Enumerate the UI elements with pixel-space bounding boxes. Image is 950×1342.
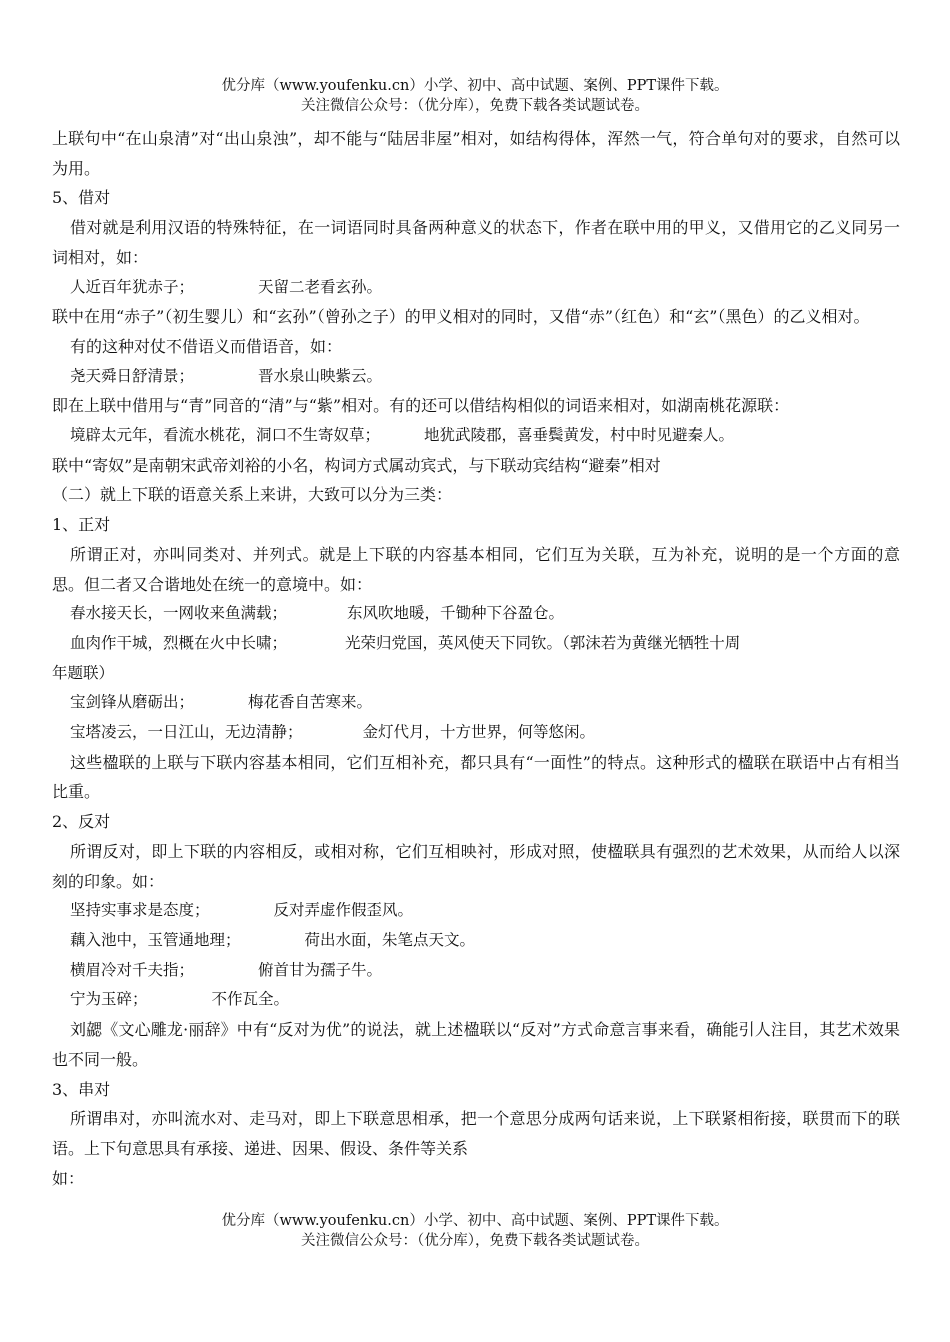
- couplet-second-line: 晋水泉山映紫云。: [258, 366, 383, 385]
- couplet: [52, 629, 900, 659]
- footer-line-1: 优分库（www.youfenku.cn）小学、初中、高中试题、案例、PPT课件下载。: [221, 1213, 729, 1229]
- paragraph: 联中在用“赤子”（初生婴儿）和“玄孙”（曾孙之子）的甲义相对的同时，又借“赤”（红色）和“玄”（黑色）的乙义相对。: [52, 307, 870, 327]
- couplet-first-line: 人近百年犹赤子；: [70, 277, 195, 296]
- couplet-second-line: 地犹武陵郡，喜垂鬓黄发，村中时见避秦人。: [424, 426, 735, 445]
- paragraph: 如：: [52, 1168, 85, 1188]
- couplet-first-line: 血肉作干城，烈概在火中长啸；: [70, 633, 288, 652]
- paragraph: 即在上联中借用与“青”同音的“清”与“紫”相对。有的还可以借结构相似的词语来相对，如湖南桃花源联：: [52, 396, 790, 416]
- couplet-continuation: [52, 659, 900, 689]
- couplet-second-line: 金灯代月，十方世界，何等悠闲。: [362, 723, 596, 742]
- section-heading-5: 5、借对: [52, 188, 111, 208]
- couplet: [52, 956, 900, 986]
- couplet-second-line: 天留二老看玄孙。: [258, 277, 383, 296]
- document-body: [52, 124, 900, 1193]
- section-heading-1: 1、正对: [52, 515, 111, 535]
- couplet-second-line: 反对弄虚作假歪风。: [273, 901, 414, 920]
- header-line-2: 关注微信公众号：（优分库），免费下载各类试题试卷。: [301, 98, 649, 114]
- section-heading-2: 2、反对: [52, 812, 111, 832]
- paragraph: 借对就是利用汉语的特殊特征，在一词语同时具备两种意义的状态下，作者在联中用的甲义，又借用它的乙义同另一词相对，如：: [52, 218, 900, 267]
- paragraph: 上联句中“在山泉清”对“出山泉浊”，却不能与“陆居非屋”相对，如结构得体，浑然一气，符合单句对的要求，自然可以为用。: [52, 129, 900, 178]
- couplet-first-line: 尧天舜日舒清景；: [70, 366, 195, 385]
- couplet-second-line: 俯首甘为孺子牛。: [258, 960, 383, 979]
- paragraph: （二）就上下联的语意关系上来讲，大致可以分为三类：: [52, 485, 453, 505]
- paragraph: 所谓串对，亦叫流水对、走马对，即上下联意思相承，把一个意思分成两句话来说，上下联紧相衔接，联贯而下的联语。上下句意思具有承接、递进、因果、假设、条件等关系: [52, 1109, 900, 1158]
- couplet: [52, 362, 900, 392]
- couplet: [52, 273, 900, 303]
- couplet: [52, 896, 900, 926]
- couplet-second-line: 梅花香自苦寒来。: [248, 693, 373, 712]
- couplet-first-line: 藕入池中，玉管通地理；: [70, 930, 241, 949]
- paragraph: 这些楹联的上联与下联内容基本相同，它们互相补充，都只具有“一面性”的特点。这种形式的楹联在联语中占有相当比重。: [52, 752, 900, 802]
- couplet-first-line: 横眉冷对千夫指；: [70, 960, 195, 979]
- couplet-first-line: 境辟太元年，看流水桃花，洞口不生寄奴草；: [70, 426, 381, 445]
- couplet-note: 年题联）: [52, 663, 115, 682]
- section-heading-3: 3、串对: [52, 1079, 111, 1099]
- couplet-second-line: 荷出水面，朱笔点天文。: [304, 930, 476, 949]
- couplet-first-line: 春水接天长，一网收来鱼满载；: [70, 604, 288, 623]
- couplet: [52, 599, 900, 629]
- paragraph: 所谓反对，即上下联的内容相反，或相对称，它们互相映衬，形成对照，使楹联具有强烈的艺术效果，从而给人以深刻的印象。如：: [52, 841, 900, 891]
- paragraph: 联中“寄奴”是南朝宋武帝刘裕的小名，构词方式属动宾式，与下联动宾结构“避秦”相对: [52, 455, 661, 475]
- footer-line-2: 关注微信公众号：（优分库），免费下载各类试题试卷。: [301, 1233, 649, 1249]
- page-header: [0, 76, 950, 116]
- header-line-1: 优分库（www.youfenku.cn）小学、初中、高中试题、案例、PPT课件下载。: [221, 78, 729, 94]
- couplet: [52, 688, 900, 718]
- couplet-second-line: 不作瓦全。: [211, 990, 290, 1009]
- page-footer: [0, 1211, 950, 1251]
- couplet: [52, 718, 900, 748]
- couplet-first-line: 坚持实事求是态度；: [70, 901, 210, 920]
- couplet: [52, 985, 900, 1015]
- couplet-first-line: 宁为玉碎；: [70, 990, 148, 1009]
- paragraph: 刘勰《文心雕龙·丽辞》中有“反对为优”的说法，就上述楹联以“反对”方式命意言事来看，确能引人注目，其艺术效果也不同一般。: [52, 1020, 900, 1069]
- couplet-first-line: 宝剑锋从磨砺出；: [70, 693, 195, 712]
- couplet-first-line: 宝塔凌云，一日江山，无边清静；: [70, 723, 303, 742]
- couplet: [52, 421, 900, 451]
- paragraph: 所谓正对，亦叫同类对、并列式。就是上下联的内容基本相同，它们互为关联，互为补充，说明的是一个方面的意思。但二者又合谐地处在统一的意境中。如：: [52, 544, 900, 594]
- couplet-second-line: 东风吹地暖，千锄种下谷盈仓。: [347, 604, 565, 623]
- couplet: [52, 926, 900, 956]
- paragraph: 有的这种对仗不借语义而借语音，如：: [70, 336, 343, 356]
- couplet-second-line: 光荣归党国，英风使天下同钦。（郭沫若为黄继光牺牲十周: [345, 633, 741, 652]
